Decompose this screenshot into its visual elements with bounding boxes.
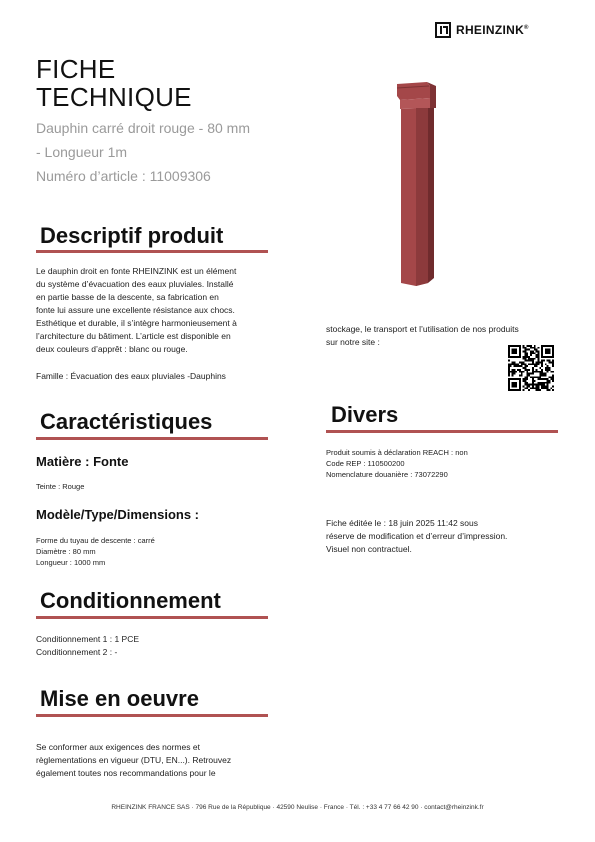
- modele-heading: Modèle/Type/Dimensions :: [36, 507, 200, 522]
- conditionnement-heading: Conditionnement: [40, 588, 221, 613]
- caracteristiques-heading: Caractéristiques: [40, 409, 213, 434]
- continuation-text: stockage, le transport et l’utilisation de nos produits sur notre site :: [326, 324, 519, 347]
- descriptif-heading: Descriptif produit: [40, 223, 224, 248]
- famille-text: Famille : Évacuation des eaux pluviales -Dauphins: [36, 371, 226, 381]
- conditionnement-text: Conditionnement 1 : 1 PCE Conditionnement 2 : -: [36, 634, 140, 657]
- brand-logo: [435, 21, 529, 39]
- qr-code-icon[interactable]: [508, 345, 554, 391]
- divers-rule: [326, 430, 558, 433]
- mise-en-oeuvre-text: Se conformer aux exigences des normes et règlementations en vigueur (DTU, EN...). Retrouvez également toutes nos recommandations pour le: [36, 742, 232, 778]
- teinte-text: Teinte : Rouge: [36, 482, 85, 491]
- descriptif-text: Le dauphin droit en fonte RHEINZINK est un élément du système d’évacuation des eaux pluviales. Installé en partie basse de la descente, sa fabrication en fonte lui assure une excellente résistance aux chocs. Esthétique et durable, il s’intègre harmonieusement à l’architecture du bâtiment. L’article est disponible en deux couleurs d’apprêt : blanc ou rouge.: [36, 266, 237, 354]
- footer: RHEINZINK FRANCE SAS · 796 Rue de la République · 42590 Neulise · France · Tél. : +33 4 77 66 42 90 · contact@rheinzink.fr: [111, 804, 484, 811]
- product-subtitle: Dauphin carré droit rouge - 80 mm - Longueur 1m Numéro d’article : 11009306: [36, 120, 250, 184]
- mise-en-oeuvre-heading: Mise en oeuvre: [40, 686, 199, 711]
- mise-en-oeuvre-rule: [36, 714, 268, 717]
- caracteristiques-rule: [36, 437, 268, 440]
- modele-text: Forme du tuyau de descente : carré Diamètre : 80 mm Longueur : 1000 mm: [36, 536, 155, 567]
- divers-text: Produit soumis à déclaration REACH : non Code REP : 110500200 Nomenclature douanière : 73072290: [326, 448, 468, 479]
- logo-mark-icon: [435, 22, 451, 38]
- page-title: FICHE TECHNIQUE: [36, 54, 192, 112]
- product-image: [392, 78, 442, 288]
- divers-heading: Divers: [331, 402, 399, 427]
- edition-text: Fiche éditée le : 18 juin 2025 11:42 sous réserve de modification et d’erreur d’impression. Visuel non contractuel.: [326, 518, 508, 554]
- brand-name: RHEINZINK®: [456, 23, 529, 37]
- conditionnement-rule: [36, 616, 268, 619]
- descriptif-rule: [36, 250, 268, 253]
- matiere-heading: Matière : Fonte: [36, 454, 129, 469]
